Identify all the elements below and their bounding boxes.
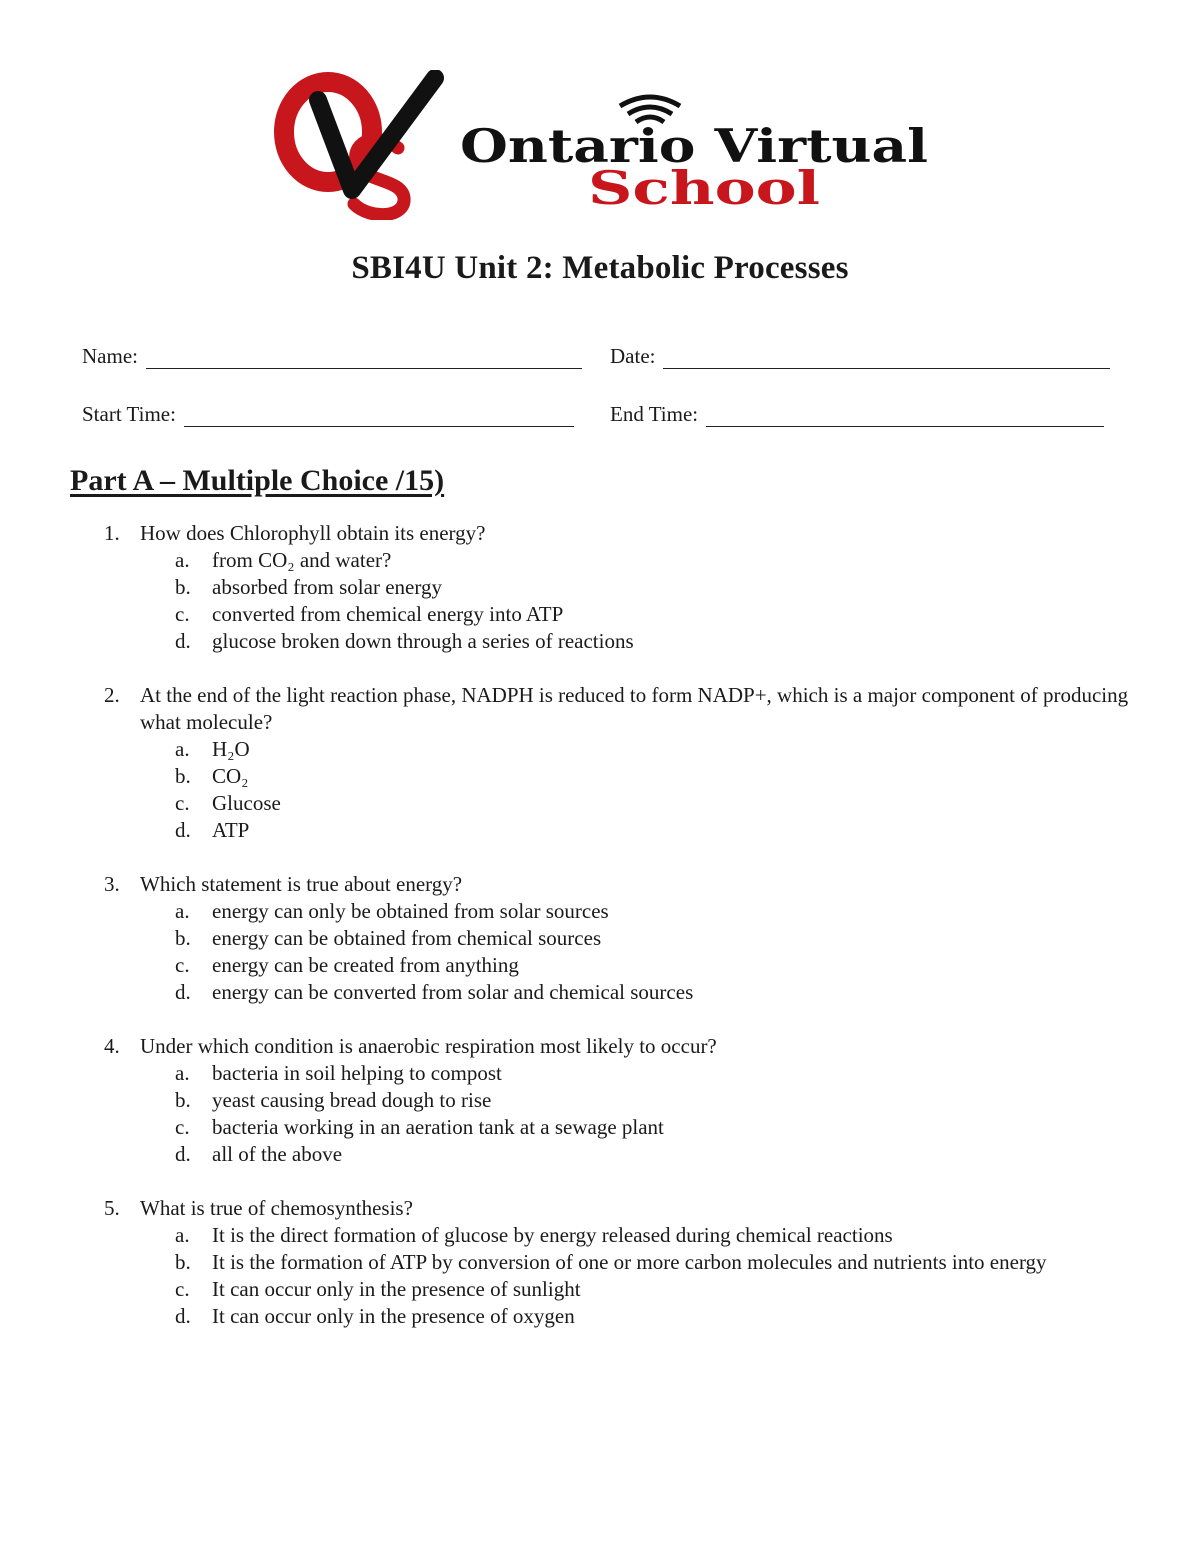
question-number: 2. xyxy=(104,683,120,707)
question-stem xyxy=(0,682,1200,736)
start-time-label: Start Time: xyxy=(82,402,176,426)
answer-option xyxy=(0,1303,1200,1330)
answer-option xyxy=(0,628,1200,655)
answer-option xyxy=(0,736,1200,763)
question-text: Under which condition is anaerobic respiration most likely to occur? xyxy=(140,1034,717,1058)
question-number: 4. xyxy=(104,1034,120,1058)
option-letter: b. xyxy=(175,1250,191,1274)
option-letter: d. xyxy=(175,1304,191,1328)
answer-option xyxy=(0,574,1200,601)
option-text: H₂O xyxy=(212,737,250,761)
logo-name-line1: Ontario Virtual xyxy=(460,119,928,173)
question-stem xyxy=(0,1195,1200,1222)
answer-option xyxy=(0,1114,1200,1141)
option-letter: c. xyxy=(175,602,190,626)
option-text: energy can be created from anything xyxy=(212,953,519,977)
option-text: energy can be obtained from chemical sources xyxy=(212,926,602,950)
question-stem xyxy=(0,520,1200,547)
option-letter: b. xyxy=(175,764,191,788)
name-blank xyxy=(146,348,582,369)
answer-option xyxy=(0,817,1200,844)
question-text: Which statement is true about energy? xyxy=(140,872,463,896)
answer-option xyxy=(0,1141,1200,1168)
option-text: It can occur only in the presence of oxygen xyxy=(212,1304,575,1328)
answer-option xyxy=(0,790,1200,817)
option-text: ATP xyxy=(212,818,250,842)
question-text: What is true of chemosynthesis? xyxy=(140,1196,413,1220)
option-text: It can occur only in the presence of sunlight xyxy=(212,1277,581,1301)
option-letter: a. xyxy=(175,899,190,923)
option-text: from CO₂ and water? xyxy=(212,548,392,572)
question-number: 5. xyxy=(104,1196,120,1220)
question-1 xyxy=(0,520,1200,655)
question-3 xyxy=(0,871,1200,1006)
question-text: How does Chlorophyll obtain its energy? xyxy=(140,521,486,545)
question-stem xyxy=(0,871,1200,898)
name-label: Name: xyxy=(82,344,138,368)
date-blank xyxy=(663,348,1110,369)
option-text: energy can only be obtained from solar sources xyxy=(212,899,609,923)
section-heading: Part A – Multiple Choice /15) xyxy=(70,464,445,497)
option-letter: c. xyxy=(175,953,190,977)
option-letter: c. xyxy=(175,1115,190,1139)
start-time-field xyxy=(82,402,574,427)
option-letter: b. xyxy=(175,926,191,950)
option-text: energy can be converted from solar and chemical sources xyxy=(212,980,694,1004)
answer-option xyxy=(0,952,1200,979)
option-letter: d. xyxy=(175,1142,191,1166)
logo-name-line2: School xyxy=(588,161,820,215)
option-text: glucose broken down through a series of reactions xyxy=(212,629,634,653)
option-text: absorbed from solar energy xyxy=(212,575,442,599)
end-time-field xyxy=(610,402,1104,427)
question-number: 3. xyxy=(104,872,120,896)
question-stem xyxy=(0,1033,1200,1060)
option-letter: a. xyxy=(175,1061,190,1085)
answer-option xyxy=(0,601,1200,628)
answer-option xyxy=(0,898,1200,925)
end-time-label: End Time: xyxy=(610,402,699,426)
option-letter: d. xyxy=(175,980,191,1004)
question-2 xyxy=(0,682,1200,844)
question-text: At the end of the light reaction phase, NADPH is reduced to form NADP+, which is a major component of producing what molecule? xyxy=(140,683,1129,734)
option-letter: a. xyxy=(175,548,190,572)
option-text: all of the above xyxy=(212,1142,343,1166)
option-text: bacteria in soil helping to compost xyxy=(212,1061,502,1085)
answer-option xyxy=(0,1087,1200,1114)
option-letter: c. xyxy=(175,1277,190,1301)
option-text: CO₂ xyxy=(212,764,249,788)
answer-option xyxy=(0,1249,1200,1276)
option-letter: d. xyxy=(175,629,191,653)
end-time-blank xyxy=(706,406,1104,427)
question-5 xyxy=(0,1195,1200,1330)
page-title: SBI4U Unit 2: Metabolic Processes xyxy=(351,250,849,286)
answer-option xyxy=(0,1060,1200,1087)
option-letter: b. xyxy=(175,1088,191,1112)
answer-option xyxy=(0,763,1200,790)
option-text: bacteria working in an aeration tank at a sewage plant xyxy=(212,1115,664,1139)
name-field xyxy=(82,344,582,369)
question-4 xyxy=(0,1033,1200,1168)
option-text: It is the formation of ATP by conversion of one or more carbon molecules and nutrients into energy xyxy=(212,1250,1047,1274)
question-number: 1. xyxy=(104,521,120,545)
answer-option xyxy=(0,979,1200,1006)
answer-option xyxy=(0,1222,1200,1249)
option-text: converted from chemical energy into ATP xyxy=(212,602,564,626)
answer-option xyxy=(0,547,1200,574)
start-time-blank xyxy=(184,406,574,427)
date-label: Date: xyxy=(610,344,656,368)
answer-option xyxy=(0,1276,1200,1303)
option-text: Glucose xyxy=(212,791,281,815)
option-letter: b. xyxy=(175,575,191,599)
option-letter: a. xyxy=(175,737,190,761)
option-text: yeast causing bread dough to rise xyxy=(212,1088,492,1112)
option-letter: a. xyxy=(175,1223,190,1247)
option-letter: c. xyxy=(175,791,190,815)
answer-option xyxy=(0,925,1200,952)
date-field xyxy=(610,344,1110,369)
option-letter: d. xyxy=(175,818,191,842)
ontario-virtual-school-logo xyxy=(270,70,950,220)
option-text: It is the direct formation of glucose by energy released during chemical reactions xyxy=(212,1223,893,1247)
